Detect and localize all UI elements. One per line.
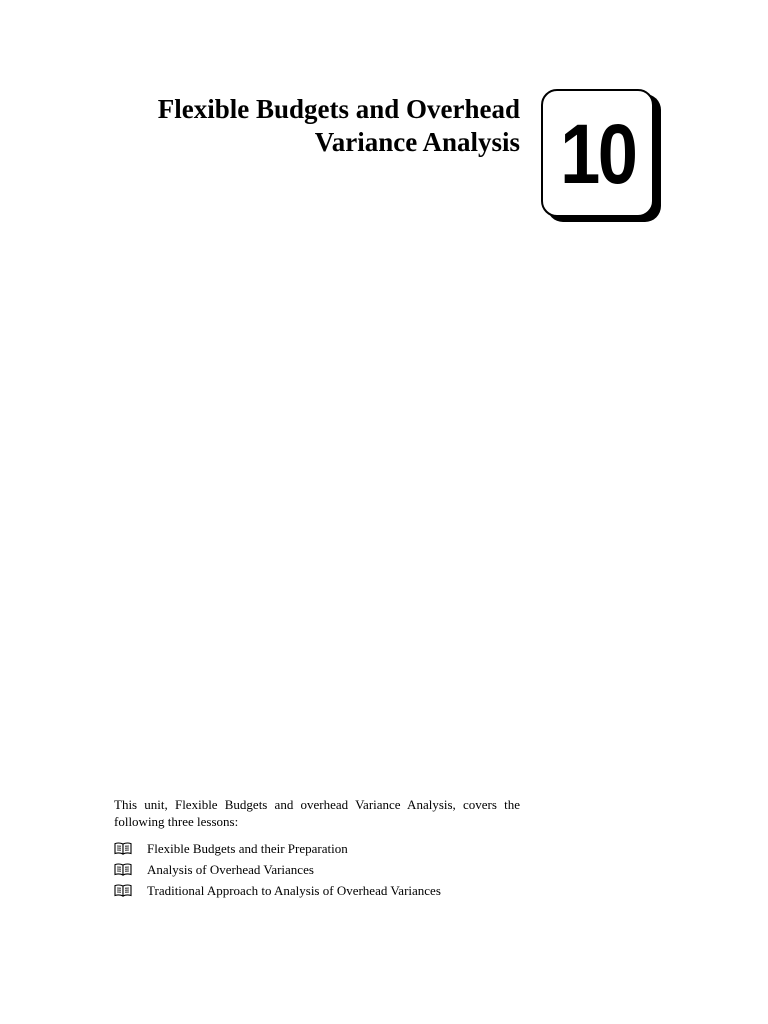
open-book-icon bbox=[114, 884, 132, 897]
lesson-item bbox=[114, 880, 534, 901]
open-book-icon bbox=[114, 863, 132, 876]
lesson-label: Flexible Budgets and their Preparation bbox=[147, 840, 348, 856]
open-book-icon bbox=[114, 842, 132, 855]
lesson-item bbox=[114, 838, 534, 859]
lesson-label: Traditional Approach to Analysis of Overhead Variances bbox=[147, 882, 441, 898]
chapter-number: 10 bbox=[559, 107, 636, 201]
lesson-item bbox=[114, 859, 534, 880]
lesson-list bbox=[114, 838, 534, 901]
chapter-title-line-1: Flexible Budgets and Overhead bbox=[157, 94, 520, 124]
chapter-number-box bbox=[541, 89, 654, 217]
chapter-title bbox=[100, 93, 520, 159]
chapter-title-line-2: Variance Analysis bbox=[314, 127, 520, 157]
unit-intro-text: This unit, Flexible Budgets and overhead Variance Analysis, covers the following three lessons: bbox=[114, 797, 520, 829]
lesson-label: Analysis of Overhead Variances bbox=[147, 861, 314, 877]
